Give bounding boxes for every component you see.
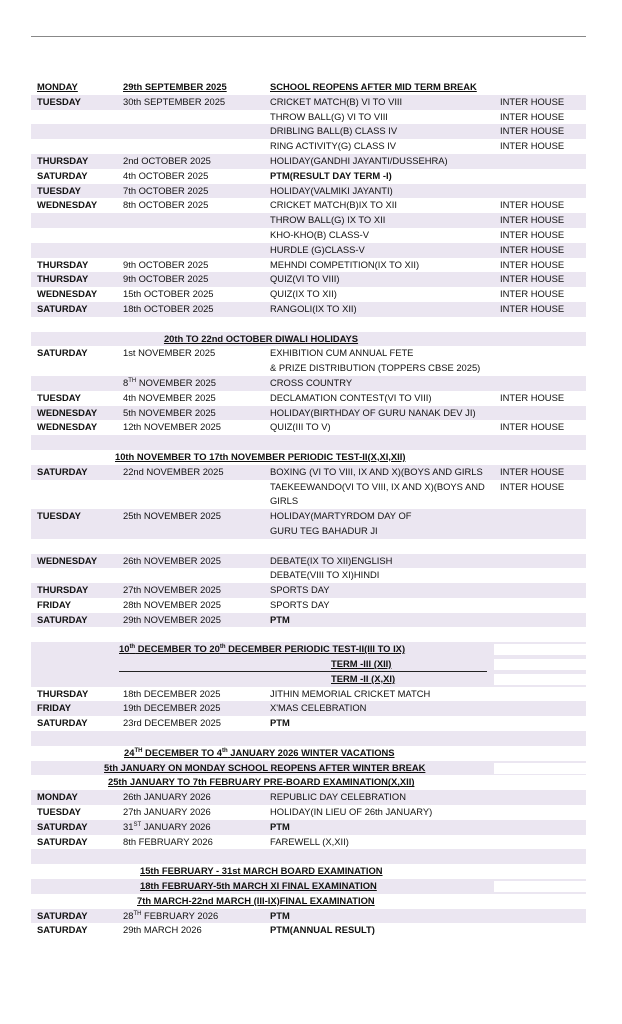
house-cell: INTER HOUSE <box>500 421 565 433</box>
band-text <box>124 746 395 761</box>
event-cell: JITHIN MEMORIAL CRICKET MATCH <box>270 687 431 699</box>
house-cell: INTER HOUSE <box>500 391 565 403</box>
event-cell: PTM <box>270 909 290 921</box>
blank-cell <box>494 763 586 774</box>
day-cell: SATURDAY <box>37 909 88 921</box>
table-row <box>31 169 586 184</box>
band-suffix: TH <box>134 747 143 754</box>
house-cell: INTER HOUSE <box>500 480 565 492</box>
event-line-1: HOLIDAY(MARTYRDOM DAY OF <box>270 510 412 522</box>
house-cell: INTER HOUSE <box>500 243 565 255</box>
exam-band <box>31 864 586 879</box>
calendar-table <box>31 80 586 938</box>
event-cell: CROSS COUNTRY <box>270 376 353 388</box>
house-cell: INTER HOUSE <box>500 95 565 107</box>
term-label: TERM -III (XII) <box>331 658 392 670</box>
blank-cell <box>494 644 586 655</box>
spacer-row <box>31 317 586 332</box>
event-cell: HOLIDAY(IN LIEU OF 26th JANUARY) <box>270 806 433 818</box>
holiday-band <box>31 332 586 347</box>
day-cell: THURSDAY <box>37 154 89 166</box>
event-cell: DRIBLING BALL(B) CLASS IV <box>270 125 398 137</box>
table-row <box>31 272 586 287</box>
event-cell: KHO-KHO(B) CLASS-V <box>270 228 369 240</box>
date-num: 8 <box>123 376 129 388</box>
event-cell: HOLIDAY(GANDHI JAYANTI/DUSSEHRA) <box>270 154 448 166</box>
event-cell: FAREWELL (X,XII) <box>270 835 349 847</box>
date-rest: NOVEMBER 2025 <box>136 376 216 388</box>
event-cell: RANGOLI(IX TO XII) <box>270 302 357 314</box>
band-text: 5th JANUARY ON MONDAY SCHOOL REOPENS AFTER WINTER BREAK <box>104 761 426 773</box>
day-cell: TUESDAY <box>37 391 81 403</box>
table-row <box>31 790 586 805</box>
table-row <box>31 598 586 613</box>
date-cell: 4th OCTOBER 2025 <box>123 169 209 181</box>
exam-band <box>31 775 586 790</box>
event-line-2: & PRIZE DISTRIBUTION (TOPPERS CBSE 2025) <box>270 361 481 373</box>
spacer-row <box>31 731 586 746</box>
event-cell: PTM <box>270 820 290 832</box>
band-suffix: th <box>219 644 226 651</box>
date-cell: 9th OCTOBER 2025 <box>123 273 209 285</box>
date-num: 31 <box>123 820 134 832</box>
table-row <box>31 124 586 139</box>
house-cell: INTER HOUSE <box>500 258 565 270</box>
event-cell: PTM(RESULT DAY TERM -I) <box>270 169 392 181</box>
day-cell: TUESDAY <box>37 184 81 196</box>
table-row <box>31 228 586 243</box>
event-cell: CRICKET MATCH(B)IX TO XII <box>270 199 397 211</box>
table-row <box>31 95 586 110</box>
day-cell: SATURDAY <box>37 820 88 832</box>
day-cell: SATURDAY <box>37 717 88 729</box>
table-row <box>31 406 586 421</box>
table-row <box>31 420 586 435</box>
date-cell <box>123 909 218 924</box>
date-cell: 23rd DECEMBER 2025 <box>123 717 221 729</box>
day-cell: TUESDAY <box>37 806 81 818</box>
house-cell: INTER HOUSE <box>500 110 565 122</box>
event-cell: RING ACTIVITY(G) CLASS IV <box>270 140 397 152</box>
top-rule <box>31 36 586 37</box>
day-cell: MONDAY <box>37 81 78 92</box>
date-cell: 29th SEPTEMBER 2025 <box>123 81 227 92</box>
table-row <box>31 184 586 199</box>
event-line-1: EXHIBITION CUM ANNUAL FETE <box>270 347 414 359</box>
house-cell: INTER HOUSE <box>500 199 565 211</box>
day-cell: WEDNESDAY <box>37 554 98 566</box>
event-cell: CRICKET MATCH(B) VI TO VIII <box>270 95 403 107</box>
house-cell: INTER HOUSE <box>500 288 565 300</box>
table-row <box>31 198 586 213</box>
table-row <box>31 687 586 702</box>
date-cell: 26th JANUARY 2026 <box>123 791 211 803</box>
event-cell: TAEKEEWANDO(VI TO VIII, IX AND X)(BOYS AND GIRLS <box>270 480 485 507</box>
table-row <box>31 213 586 228</box>
blank-cell <box>494 659 586 670</box>
event-cell: SPORTS DAY <box>270 598 330 610</box>
band-suffix: th <box>221 747 228 754</box>
event-cell: MEHNDI COMPETITION(IX TO XII) <box>270 258 420 270</box>
house-cell: INTER HOUSE <box>500 273 565 285</box>
event-cell: PTM <box>270 613 290 625</box>
day-cell: THURSDAY <box>37 258 89 270</box>
date-cell <box>123 376 216 391</box>
event-line-2: GURU TEG BAHADUR JI <box>270 524 378 536</box>
band-text: 18th FEBRUARY-5th MARCH XI FINAL EXAMINATION <box>140 880 377 892</box>
date-cell: 9th OCTOBER 2025 <box>123 258 209 270</box>
table-row <box>31 465 586 480</box>
day-cell: THURSDAY <box>37 273 89 285</box>
date-cell: 28th NOVEMBER 2025 <box>123 598 221 610</box>
event-cell: HOLIDAY(VALMIKI JAYANTI) <box>270 184 393 196</box>
band-part: JANUARY 2026 WINTER VACATIONS <box>227 746 395 758</box>
day-cell: SATURDAY <box>37 613 88 625</box>
day-cell: WEDNESDAY <box>37 406 98 418</box>
date-cell: 29th NOVEMBER 2025 <box>123 613 221 625</box>
event-cell: X'MAS CELEBRATION <box>270 702 367 714</box>
blank-cell <box>494 881 586 892</box>
day-cell: SATURDAY <box>37 465 88 477</box>
date-cell: 8th FEBRUARY 2026 <box>123 835 213 847</box>
day-cell: THURSDAY <box>37 584 89 596</box>
day-cell: SATURDAY <box>37 835 88 847</box>
date-cell <box>123 820 211 835</box>
table-row <box>31 835 586 850</box>
date-suffix: TH <box>128 377 137 384</box>
day-cell: SATURDAY <box>37 169 88 181</box>
event-cell: QUIZ(VI TO VIII) <box>270 273 340 285</box>
house-cell: INTER HOUSE <box>500 125 565 137</box>
term-label: TERM -II (X,XI) <box>331 672 396 684</box>
table-row <box>31 287 586 302</box>
event-cell: BOXING (VI TO VIII, IX AND X)(BOYS AND GIRLS <box>270 465 483 477</box>
date-cell: 22nd NOVEMBER 2025 <box>123 465 224 477</box>
term-row <box>31 657 586 672</box>
event-cell <box>270 346 498 375</box>
table-row <box>31 346 586 376</box>
event-cell <box>270 509 498 538</box>
vacation-band <box>31 746 586 761</box>
table-row <box>31 820 586 835</box>
date-cell: 8th OCTOBER 2025 <box>123 199 209 211</box>
event-cell: DEBATE(VIII TO XI)HINDI <box>270 569 380 581</box>
date-cell: 15th OCTOBER 2025 <box>123 288 214 300</box>
table-row <box>31 583 586 598</box>
event-cell: PTM(ANNUAL RESULT) <box>270 924 375 936</box>
date-cell: 4th NOVEMBER 2025 <box>123 391 216 403</box>
band-text <box>119 642 405 657</box>
table-row <box>31 554 586 569</box>
day-cell: SATURDAY <box>37 347 88 359</box>
day-cell: MONDAY <box>37 791 78 803</box>
table-row <box>31 701 586 716</box>
table-row <box>31 154 586 169</box>
band-part: DECEMBER TO 20 <box>135 643 220 655</box>
table-row <box>31 376 586 391</box>
table-row <box>31 302 586 317</box>
day-cell: SATURDAY <box>37 924 88 936</box>
event-cell: THROW BALL(G) IX TO XII <box>270 214 386 226</box>
day-cell: THURSDAY <box>37 687 89 699</box>
event-cell: HOLIDAY(BIRTHDAY OF GURU NANAK DEV JI) <box>270 406 476 418</box>
exam-band <box>31 642 586 657</box>
date-suffix: ST <box>133 821 142 828</box>
day-cell: WEDNESDAY <box>37 288 98 300</box>
event-cell: QUIZ(III TO V) <box>270 421 331 433</box>
date-cell: 26th NOVEMBER 2025 <box>123 554 221 566</box>
table-row <box>31 258 586 273</box>
date-num: 28 <box>123 909 134 921</box>
table-row <box>31 613 586 628</box>
date-cell: 2nd OCTOBER 2025 <box>123 154 211 166</box>
spacer-row <box>31 435 586 450</box>
table-row <box>31 568 586 583</box>
exam-band <box>31 450 586 465</box>
table-row <box>31 480 586 510</box>
table-row <box>31 391 586 406</box>
event-cell: DEBATE(IX TO XII)ENGLISH <box>270 554 393 566</box>
house-cell: INTER HOUSE <box>500 228 565 240</box>
exam-band <box>31 879 586 894</box>
band-part: 24 <box>124 746 135 758</box>
date-cell: 18th DECEMBER 2025 <box>123 687 221 699</box>
date-cell: 18th OCTOBER 2025 <box>123 302 214 314</box>
blank-cell <box>494 674 586 685</box>
day-cell: FRIDAY <box>37 702 72 714</box>
band-text: 20th TO 22nd OCTOBER DIWALI HOLIDAYS <box>163 332 359 344</box>
band-part: DECEMBER TO 4 <box>142 746 222 758</box>
house-cell: INTER HOUSE <box>500 302 565 314</box>
date-rest: JANUARY 2026 <box>141 820 211 832</box>
band-part: DECEMBER PERIODIC TEST-II(III TO IX) <box>225 643 406 655</box>
event-cell: THROW BALL(G) VI TO VIII <box>270 110 388 122</box>
event-cell: HURDLE (G)CLASS-V <box>270 243 365 255</box>
table-row <box>31 716 586 731</box>
band-part: 10 <box>119 643 130 655</box>
table-row <box>31 139 586 154</box>
table-row <box>31 509 586 539</box>
date-cell: 27th NOVEMBER 2025 <box>123 584 221 596</box>
spacer-row <box>31 627 586 642</box>
date-suffix: TH <box>133 910 142 917</box>
house-cell: INTER HOUSE <box>500 214 565 226</box>
band-text: 15th FEBRUARY - 31st MARCH BOARD EXAMINATION <box>140 865 383 877</box>
table-row <box>31 80 586 95</box>
band-text: 25th JANUARY TO 7th FEBRUARY PRE-BOARD EXAMINATION(X,XII) <box>108 776 415 788</box>
table-row <box>31 923 586 938</box>
table-row <box>31 110 586 125</box>
spacer-row <box>31 539 586 554</box>
event-cell: SPORTS DAY <box>270 584 330 596</box>
date-cell: 1st NOVEMBER 2025 <box>123 347 216 359</box>
date-cell: 12th NOVEMBER 2025 <box>123 421 221 433</box>
table-row <box>31 805 586 820</box>
date-cell: 27th JANUARY 2026 <box>123 806 211 818</box>
date-cell: 19th DECEMBER 2025 <box>123 702 221 714</box>
date-cell: 29th MARCH 2026 <box>123 924 202 936</box>
day-cell: WEDNESDAY <box>37 421 98 433</box>
date-cell: 5th NOVEMBER 2025 <box>123 406 216 418</box>
table-row <box>31 243 586 258</box>
day-cell: FRIDAY <box>37 598 72 610</box>
event-cell: REPUBLIC DAY CELEBRATION <box>270 791 406 803</box>
band-text: 10th NOVEMBER TO 17th NOVEMBER PERIODIC TEST-II(X,XI,XII) <box>115 450 406 462</box>
day-cell: TUESDAY <box>37 95 81 107</box>
date-cell: 7th OCTOBER 2025 <box>123 184 209 196</box>
house-cell: INTER HOUSE <box>500 465 565 477</box>
event-cell: SCHOOL REOPENS AFTER MID TERM BREAK <box>270 81 477 92</box>
date-rest: FEBRUARY 2026 <box>141 909 219 921</box>
day-cell: WEDNESDAY <box>37 199 98 211</box>
event-cell: DECLAMATION CONTEST(VI TO VIII) <box>270 391 432 403</box>
term-row <box>31 672 586 687</box>
event-cell: PTM <box>270 717 290 729</box>
exam-band <box>31 894 586 909</box>
day-cell: SATURDAY <box>37 302 88 314</box>
house-cell: INTER HOUSE <box>500 140 565 152</box>
spacer-row <box>31 849 586 864</box>
date-cell: 25th NOVEMBER 2025 <box>123 510 221 522</box>
band-suffix: th <box>129 644 136 651</box>
band-text: 7th MARCH-22nd MARCH (III-IX)FINAL EXAMINATION <box>137 894 375 906</box>
date-cell: 30th SEPTEMBER 2025 <box>123 95 226 107</box>
table-row <box>31 909 586 924</box>
event-cell: QUIZ(IX TO XII) <box>270 288 337 300</box>
vacation-band <box>31 761 586 776</box>
day-cell: TUESDAY <box>37 510 81 522</box>
